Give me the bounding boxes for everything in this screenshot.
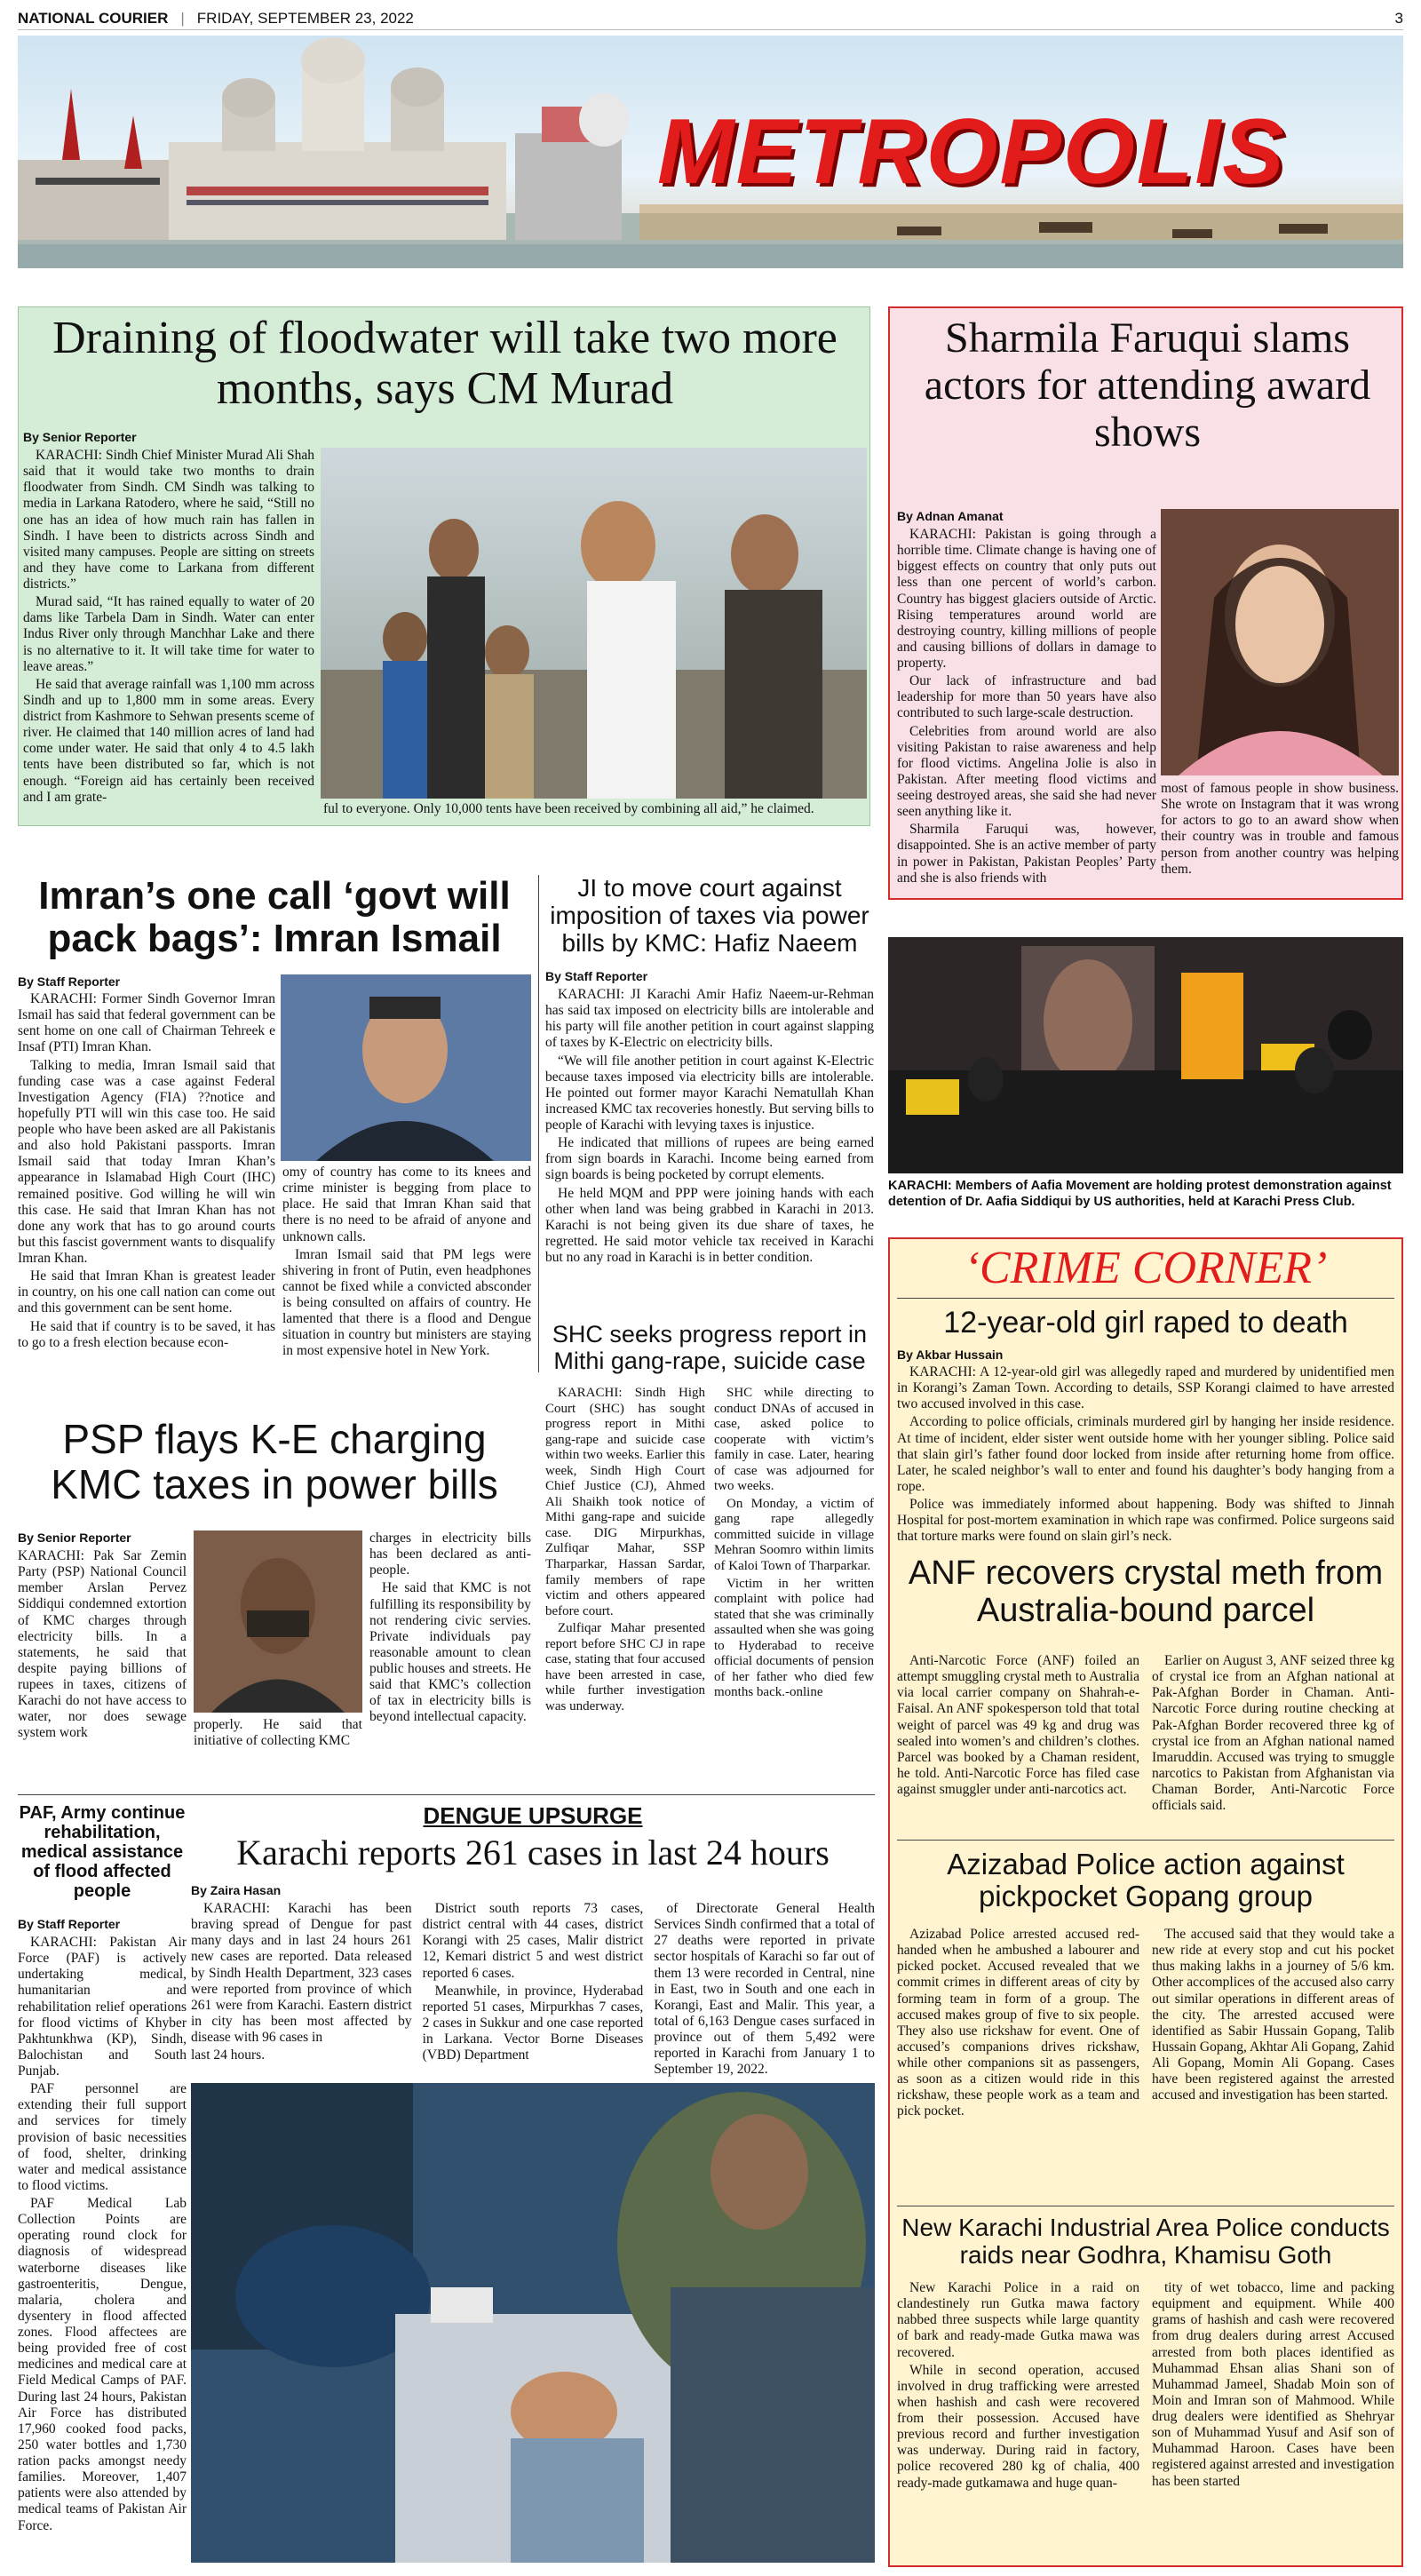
- cm-murad-photo: [321, 448, 867, 799]
- masthead-banner: [18, 36, 1403, 268]
- sharmila-portrait: [1161, 509, 1399, 775]
- arslan-siddiqui-photo: [194, 1530, 362, 1713]
- article-body: [897, 1927, 1394, 2198]
- article-body-cont: [282, 1165, 531, 1364]
- article-body-cont: properly. He said that initiative of collecting KMC: [194, 1717, 362, 1749]
- paragraph: PAF personnel are extending their full support and services for timely provision of basic necessities of food, shelter, drinking water and medical assistance to flood victims.: [18, 2081, 187, 2193]
- article-body: KARACHI: Pak Sar Zemin Party (PSP) National Council member Arslan Pervez Siddiqui condemned extortion of KMC charges through electricity bills. In a statements, he said that despite paying billions of rupees in taxes, citizens of Karachi do not have access to water, nor does sewage system work: [18, 1548, 187, 1741]
- paragraph: He said that average rainfall was 1,100 mm across Sindh and up to 1,800 mm in some areas. Every district from Kashmore to Sehwan presents sceme of river. He claimed that 140 million acres of land had come under water. He said that only 4 to 4.5 lakh tents have been distributed so far, which is not enough. “Foreign aid has certainly been received and I am grate-: [23, 676, 314, 805]
- paragraph: charges in electricity bills has been declared as anti-people.: [369, 1530, 531, 1578]
- byline: By Akbar Hussain: [897, 1348, 1004, 1362]
- paragraph: of Directorate General Health Services Sindh confirmed that a total of 27 deaths were reported in private sector hospitals of Karachi so far out of them 13 were recorded in Central, nine in East, two in South and one each in Korangi, East and Malir. This year, a total of 6,163 Dengue cases surfaced in province out of them 5,492 were reported in Karachi from January 1 to September 19, 2022.: [654, 1901, 875, 2078]
- headline: Karachi reports 261 cases in last 24 hours: [236, 1833, 830, 1872]
- paragraph: Murad said, “It has rained equally to water of 20 dams like Tarbela Dam in Sindh. Water can enter Indus River only through Manchhar Lake and there is no alternative to it. It will take time for water to leave areas.”: [23, 594, 314, 674]
- byline: By Staff Reporter: [18, 974, 121, 989]
- article-body: [18, 991, 275, 1364]
- crime-corner: [888, 1237, 1403, 2567]
- byline: By Senior Reporter: [18, 1530, 131, 1545]
- paragraph: omy of country has come to its knees and crime minister is begging from place to place. He said that Imran Khan said that there is no need to be afraid of anyone and unknown calls.: [282, 1165, 531, 1244]
- article-body-cont: ful to everyone. Only 10,000 tents have been received by combining all aid,” he claimed.: [323, 801, 814, 816]
- paragraph: Meanwhile, in province, Hyderabad reported 51 cases, Mirpurkhas 7 cases, 2 cases in Sukkur and one case reported in Larkana. Vector Borne Diseases (VBD) Department: [422, 1983, 644, 2063]
- byline: By Staff Reporter: [545, 969, 648, 983]
- headline: PAF, Army continue rehabilitation, medical assistance of flood affected people: [19, 1803, 186, 1901]
- paragraph: Victim in her written complaint with police had stated that she was criminally assaulted when she was going to Hyderabad to receive official documents of pension of her father who died few months back.-online: [714, 1576, 874, 1700]
- article-paf: [18, 1803, 187, 2567]
- article-floodwater: [18, 306, 870, 826]
- article-body: [897, 1653, 1394, 1831]
- kicker: DENGUE UPSURGE: [423, 1802, 643, 1829]
- headline: SHC seeks progress report in Mithi gang-rape, suicide case: [552, 1321, 868, 1374]
- headline: PSP flays K-E charging KMC taxes in power bills: [51, 1416, 498, 1507]
- paragraph: “We will file another petition in court against K-Electric because taxes imposed via electricity bills are intolerable. He pointed out former mayor Karachi Nematullah Khan increased KMC tax recoveries honestly. But serving bills to people of Karachi with levying taxes is injustice.: [545, 1053, 874, 1133]
- imran-ismail-photo: [281, 974, 531, 1161]
- paragraph: He said that Imran Khan is greatest leader in country, on his one call nation can come out and this government can be sent home.: [18, 1268, 275, 1316]
- byline: By Zaira Hasan: [191, 1883, 282, 1897]
- issue-date: FRIDAY, SEPTEMBER 23, 2022: [196, 9, 414, 27]
- paragraph: KARACHI: Sindh High Court (SHC) has sought progress report in Mithi gang-rape and suicide case within two weeks. Earlier this week, Sindh High Court Chief Justice (CJ), Ahmed Ali Shaikh took notice of Mithi gang-rape and suicide case. DIG Mirpurkhas, Zulfiqar Mahar, SSP Tharparkar, Hassan Sardar, family members of rape victim and others appeared before court.: [545, 1386, 705, 1618]
- article-body: [23, 448, 314, 816]
- byline: By Senior Reporter: [23, 430, 137, 444]
- article-shc-mithi: [545, 1322, 874, 1784]
- paragraph: Earlier on August 3, ANF seized three kg of crystal ice from an Afghan national at Pak-Afghan Border in Chaman. Anti-Narcotic Force during routine checking at Pak-Afghan Border recovered three kg of crystal ice from an Afghan national named Imaruddin. Accused was trying to smuggle narcotics to Pakistan from Afghanistan via Chaman Border, Anti-Narcotic Force officials said.: [1152, 1653, 1394, 1814]
- headline: 12-year-old girl raped to death: [943, 1306, 1348, 1340]
- paragraph: Zulfiqar Mahar presented report before SHC CJ in rape case, stating that four accused have been arrested in case, while further investigation was underway.: [545, 1621, 705, 1713]
- article-psp: [18, 1417, 531, 1790]
- paragraph: KARACHI: Former Sindh Governor Imran Ismail has said that federal government can be sent home on one call of Chairman Tehreek e Insaf (PTI) Imran Khan.: [18, 991, 275, 1055]
- paragraph: He indicated that millions of rupees are being earned from sign boards in Karachi. Income being earned from sign boards is being pocketed by corrupt elements.: [545, 1135, 874, 1183]
- article-body: [18, 1935, 187, 2561]
- paragraph: KARACHI: Pakistan is going through a horrible time. Climate change is having one of biggest effects on country that only puts out less than one percent of world’s carbon. Country has biggest glaciers outside of Arctic. Rising temperatures around world are destroying country, killing millions of people and causing billions of dollars in damage to property.: [897, 527, 1156, 671]
- paragraph: KARACHI: Karachi has been braving spread of Dengue for past many days and in last 24 hours 261 new cases are reported. Data released by Sindh Health Department, 323 cases were reported from province of which 261 were from Karachi. Eastern district in city has been most affected by disease with 96 cases in: [191, 1901, 412, 2045]
- paragraph: KARACHI: JI Karachi Amir Hafiz Naeem-ur-Rehman has said tax imposed on electricity bills are intolerable and his party will file another petition in court against slapping of taxes by K-Electric on electricity bills.: [545, 987, 874, 1051]
- article-imran-ismail: [18, 875, 531, 1368]
- paragraph: Imran Ismail said that PM legs were shivering in front of Putin, even headphones cannot be fixed while a convicted absconder is being consulted on affairs of country. He lamented that there is a flood and Dengue situation in country but ministers are staying in most expensive hotel in New York.: [282, 1246, 531, 1359]
- protest-photo-block: [888, 937, 1403, 1221]
- paragraph: Sharmila Faruqui was, however, disappointed. She is an active member of party in power in Pakistan, Pakistan Peoples’ Party and she is also friends with: [897, 822, 1156, 886]
- paragraph: He said that if country is to be saved, it has to go to a fresh election because econ-: [18, 1318, 275, 1350]
- article-dengue: [191, 1803, 875, 2567]
- crime-corner-title: ‘CRIME CORNER’: [964, 1243, 1328, 1293]
- divider: [897, 1298, 1394, 1299]
- article-body: [545, 987, 874, 1307]
- paragraph: Celebrities from around world are also visiting Pakistan to raise awareness and help for flood victims. Angelina Jolie is also in Pakistan. After meeting flood victims and seeing destroyed areas, she said she had never seen anything like it.: [897, 723, 1156, 820]
- paragraph: PAF Medical Lab Collection Points are operating round clock for diagnosis of widespread waterborne diseases like gastroenteritis, Dengue, malaria, cholera and dysentery in flood affected zones. Flood affectees are being provided free of cost medicines and medical care at Field Medical Camps of PAF. During last 24 hours, Pakistan Air Force has distributed 17,960 cooked food packs, 250 water bottles and 1,730 ration packs amongst needy families. Moreover, 1,407 patients were also attended by medical teams of Pakistan Air Force.: [18, 2196, 187, 2533]
- paragraph: Our lack of infrastructure and bad leadership for more than 50 years have also contributed to such large-scale destruction.: [897, 673, 1156, 721]
- headline: Sharmila Faruqui slams actors for attending award shows: [924, 314, 1371, 456]
- newspaper-name: NATIONAL COURIER: [18, 9, 169, 27]
- article-body-cont: [369, 1530, 531, 1770]
- article-body: [897, 1364, 1394, 1546]
- paragraph: SHC while directing to conduct DNAs of accused in case, asked police to cooperate with victim’s family in case. Later, hearing of case was adjourned for two weeks.: [714, 1386, 874, 1494]
- headline: JI to move court against imposition of taxes via power bills by KMC: Hafiz Naeem: [550, 874, 869, 957]
- page-number: 3: [1394, 9, 1403, 27]
- paragraph: New Karachi Police in a raid on clandestinely run Gutka mawa factory nabbed three suspects while large quantity of bark and ready-made Gutka mawa was recovered.: [897, 2280, 1139, 2360]
- top-bar: [18, 7, 1403, 30]
- masthead-title: METROPOLIS: [657, 100, 1286, 203]
- paragraph: The accused said that they would take a new ride at every stop and cut his pocket thus making lakhs in a journey of 5/6 km. Other accomplices of the accused also carry out similar operations in different areas of the city. The arrested accused were identified as Sabir Hussain Gopang, Talib Hussain Gopang, Akhtar Ali Gopang, Zahid Ali Gopang, Momin Ali Gopang. Cases have been registered against the arrested accused and investigation has been started.: [1152, 1927, 1394, 2103]
- article-body-cont: most of famous people in show business. She wrote on Instagram that it was wrong for actors to go to an award show when their country was in trouble and famous person from another country was helping them.: [1161, 781, 1399, 877]
- paragraph: KARACHI: Sindh Chief Minister Murad Ali Shah said that it would take two months to drain floodwater from Sindh. CM Sindh was talking to media in Larkana Ratodero, where he said, “Still no one has an idea of how much rain has fallen in Sindh. I have been to districts across Sindh and visited many campuses. People are sitting on streets and they have come to Larkana from different districts.”: [23, 448, 314, 592]
- column-divider: [538, 875, 539, 1372]
- paragraph: While in second operation, accused involved in drug trafficking were arrested when hashish and cash were recovered from their possession. Accused have previous record and further investigation was underway. During raid in factory, police recovered 280 kg of chalia, 400 ready-made gutkamawa and huge quan-: [897, 2362, 1139, 2491]
- paragraph: He said that KMC is not fulfilling its responsibility by not rendering civic servies. Private individuals pay reasonable amount to clean public houses and streets. He said that KMC’s collection of tax in electricity bills is beyond intellectual capacity.: [369, 1580, 531, 1725]
- divider: [897, 1840, 1394, 1841]
- divider: |: [180, 9, 185, 27]
- paragraph: Anti-Narcotic Force (ANF) foiled an attempt smuggling crystal meth to Australia via local carrier company on Shahrah-e-Faisal. An ANF spokesperson told that total weight of parcel was 49 kg and drug was sealed into women’s and children’s clothes. Parcel was booked by a Chaman resident, he told. Anti-Narcotic Force has filed case against smuggler under anti-narcotics act.: [897, 1653, 1139, 1797]
- headline: ANF recovers crystal meth from Australia-bound parcel: [908, 1554, 1384, 1629]
- paragraph: last 24 hours.: [191, 2047, 266, 2063]
- byline: By Staff Reporter: [18, 1917, 121, 1931]
- paragraph: tity of wet tobacco, lime and packing equipment and equipment. While 400 grams of hashish and cash were recovered from drug dealers during arrest Accused arrested from both places identified as Muhammad Ehsan alias Shani son of Muhammad Jameel, Shadab Moin son of Moin and Imran son of Mahmood. While drug dealers were identified as Shehryar son of Muhammad Yusuf and Asif son of Muhammad Haroon. Cases have been registered against arrested and investigation has been started: [1152, 2280, 1394, 2489]
- article-ji-taxes: [545, 875, 874, 1310]
- headline: Imran’s one call ‘govt will pack bags’: Imran Ismail: [38, 874, 511, 961]
- dengue-hospital-photo: [191, 2083, 875, 2563]
- article-body: [191, 1901, 875, 2079]
- headline: Draining of floodwater will take two more months, says CM Murad: [52, 313, 838, 415]
- section-divider: [18, 1794, 875, 1795]
- byline: By Adnan Amanat: [897, 509, 1004, 523]
- paragraph: He held MQM and PPP were joining hands with each other when land was being grabbed in Karachi in 2013. Karachi is not being given its due share of taxes, he regretted. He said motor vehicle tax received in Karachi but no any road in Karachi is in better condition.: [545, 1185, 874, 1265]
- paragraph: Talking to media, Imran Ismail said that funding case was a case against Federal Investigation Agency (FIA) ??notice and hopefully PTI will win this case too. He said people who have been asked are all Pakistanis and also hold Pakistani passports. Imran Ismail said that today Imran Khan’s appearance in Islamabad High Court (IHC) remained positive. God willing he will win this case. He said that Imran Khan has not done any work that has to go around courts but this fascist government wants to disqualify Imran Khan.: [18, 1057, 275, 1266]
- paragraph: KARACHI: Pakistan Air Force (PAF) is actively undertaking medical, humanitarian and rehabilitation relief operations for flood victims of Khyber Pakhtunkhwa (KP), Sindh, Balochistan and South Punjab.: [18, 1935, 187, 2079]
- article-body: [897, 527, 1156, 893]
- paragraph: According to police officials, criminals murdered girl by hanging her inside residence. At time of incident, elder sister went outside home with her younger sibling. Police said that slain girl’s father found door locked from inside after returning home from office. Later, he scaled neighbor’s wall to enter and found his daughter’s body hanging from a rope.: [897, 1414, 1394, 1494]
- paragraph: Azizabad Police arrested accused red-handed when he ambushed a labourer and picked pocket. Accused revealed that we commit crimes in different areas of city by forming team in form of a group. The accused makes group of five to six people. They also use rickshaw for event. One of accused’s companions drives rickshaw, while other companions sit as passengers, as soon as a citizen would ride in this rickshaw, these people work as a team and pick pocket.: [897, 1927, 1139, 2119]
- aafia-protest-photo: [888, 937, 1403, 1173]
- article-body: [545, 1386, 874, 1777]
- paragraph: KARACHI: A 12-year-old girl was allegedly raped and murdered by unidentified men in Korangi’s Zaman Town. According to details, SSP Korangi claimed to have arrested two accused involved in this case.: [897, 1364, 1394, 1412]
- paragraph: Police was immediately informed about happening. Body was shifted to Jinnah Hospital for post-mortem examination in which rape was confirmed. Police surgeons said that torture marks were found on slain girl’s neck.: [897, 1497, 1394, 1545]
- paragraph: On Monday, a victim of gang rape allegedly committed suicide in village Mehran Soomro within limits of Kaloi Town of Tharparkar.: [714, 1496, 874, 1574]
- headline: New Karachi Industrial Area Police conducts raids near Godhra, Khamisu Goth: [901, 2214, 1390, 2269]
- article-sharmila: [888, 306, 1403, 900]
- headline: Azizabad Police action against pickpocket Gopang group: [947, 1848, 1345, 1913]
- paragraph: District south reports 73 cases, district central with 44 cases, district Korangi with 25 cases, Malir district 12, Kemari district 5 and west district reported 6 cases.: [422, 1901, 644, 1981]
- article-body: [897, 2280, 1394, 2560]
- photo-caption: KARACHI: Members of Aafia Movement are holding protest demonstration against detention of Dr. Aafia Siddiqui by US authorities, held at Karachi Press Club.: [888, 1179, 1392, 1210]
